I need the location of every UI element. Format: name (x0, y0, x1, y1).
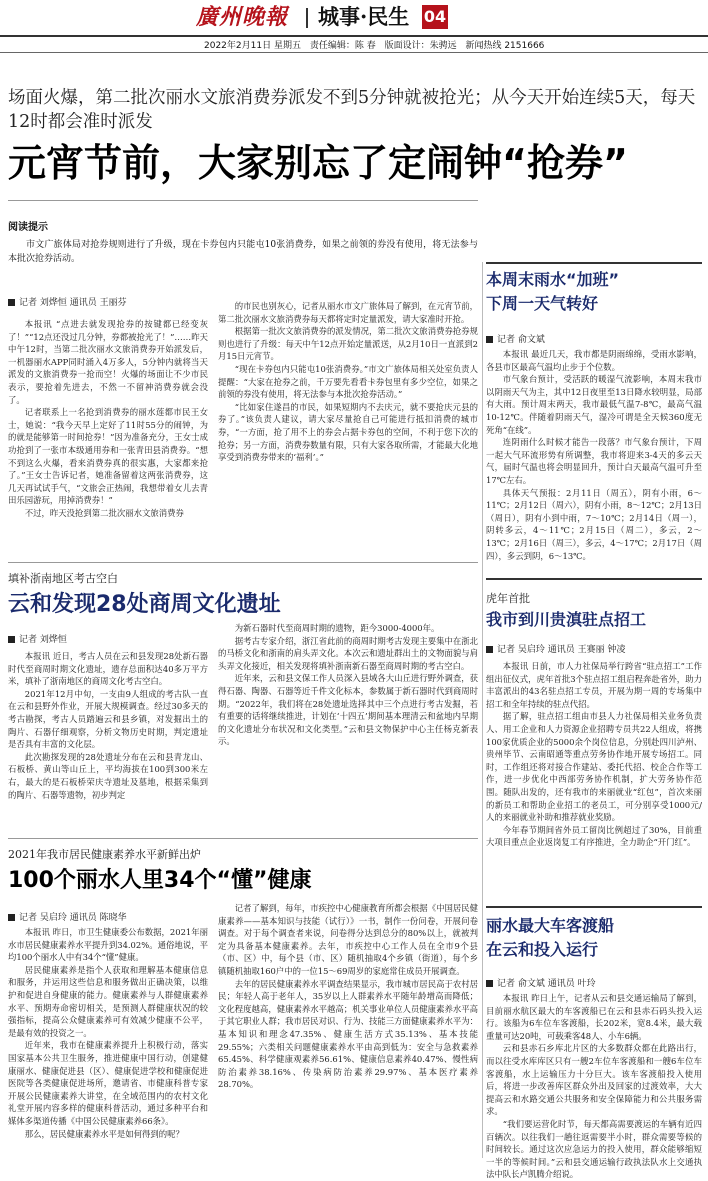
lead-paragraph: 本报讯 “点进去就发现抢券的按键都已经变灰了！”“12点还没过几分钟，券都被抢光了！”……昨天中午12时，当第二批次丽水文旅消费券开始派发后，一机器丽水APP同时涌入4万多人，5分钟内就将当天派发的文旅消费券一抢而空！火爆的场面让不少市民表示，要抢着先进去，不然一不留神消费券就会没了。 (8, 319, 208, 405)
byline-marker (8, 299, 15, 306)
recruit-paragraph: 据了解，驻点招工组由市县人力社保局相关业务负责人、用工企业和人力资源企业招聘专员共22人组成，将携100家优质企业的5000余个岗位信息，分别赴四川泸州、贵州毕节、云南昭通等重点劳务协作地开展专场招工。同时，工作组还将对接合作建站、委托代招、校企合作等工作，进一步优化中西部劳务协作机制，扩大劳务协作范围。随队出发的，还有我市的来丽就业“红包”，首次来丽的新员工和帮助企业招工的老员工，可分别享受1000元/人的来丽就业补助和推荐就业奖励。 (486, 711, 702, 823)
summary-label: 阅读提示 (8, 222, 48, 233)
weather-paragraph: 具体天气预报：2月11日（周五），阴有小雨，6～11℃；2月12日（周六），阴有小雨，8～12℃；2月13日（周日），阴有小到中雨，7～10℃；2月14日（周一），阴转多云，4～11℃；2月15日（周二），多云，2～13℃；2月16日（周三），多云，4～17℃；2月17日（周四），多云到阴，6～13℃。 (486, 487, 702, 561)
lead-kicker: 场面火爆，第二批次丽水文旅消费券派发不到5分钟就被抢光；从今天开始连续5天，每天12时都会准时派发 (8, 88, 696, 132)
lead-byline (8, 295, 127, 308)
ferry-top-rule (486, 906, 702, 908)
weather-byline (486, 332, 545, 345)
ferry-byline-text: 记者 俞文斌 通讯员 叶玲 (497, 979, 596, 989)
ferry-paragraph: 云和县赤石乡库北片区的大多数群众都在此路出行，而以往受水库库区只有一艘2车位车客渡船和一艘6车位车客渡船，水上运输压力十分巨大。该车客渡船投入使用后，将进一步改善库区群众外出及回家的过渡效率，大大提高云和水路交通公共服务和安全保障能力和公共服务需求。 (486, 1043, 702, 1117)
arch-paragraph: 近年来，云和县文保工作人员深入县域各大山丘进行野外调查，获得石器、陶器、石器等近千件文化标本，参数属于新石器时代到商周时期。“2022年，我们将在28处遗址选择其中三个点进行考古发掘，若有重要的话将继续推进，计划在‘十四五’期间基本理清云和盆地内早期的文化遗址分布状况和文化类型。”云和县文物保护中心主任杨克新表示。 (218, 673, 478, 747)
arch-paragraph: 此次勘探发现的28处遗址分布在云和县青龙山、石板桥、黄山等山丘上，平均海拔在100到300米左右，最大的是石板桥荣庆寺遗址及墓地，根据采集到的陶片、石器等遗物，初步判定 (8, 751, 208, 800)
recruit-paragraph: 本报讯 日前，市人力社保局举行跨省“驻点招工”工作组出征仪式，虎年首批3个驻点招工组启程奔赴省外，助力丰富派出的43名驻点招工专员，开展为期一周的专场集中招工和全年持续的驻点代招。 (486, 661, 702, 709)
ferry-headline-2: 在云和投入运行 (486, 940, 599, 959)
issue-hotline: 新闻热线 2151666 (465, 41, 545, 51)
weather-paragraph: 本报讯 最近几天，我市都是阴雨绵绵，受雨水影响，各县市区最高气温均止步于个位数。 (486, 349, 702, 372)
lead-paragraph: 的市民也别灰心，记者从丽水市文广旅体局了解到，在元宵节前，第二批次丽水文旅消费券每天都将定时定量派发，请大家准时开抢。 (218, 301, 478, 324)
health-column-2 (218, 902, 478, 1158)
summary-text: 市文广旅体局对抢券规则进行了升级，现在卡券包内只能屯10张消费券，如果之前领的券没有使用，将无法参与本批次抢券活动。 (8, 240, 478, 264)
arch-paragraph: 据考古专家介绍，浙江省此前的商周时期考古发现主要集中在浙北的马桥文化和浙南的肩头弄文化。本次云和遗址群出土的文物面貌与肩头弄文化接近，相关发现将填补浙南新石器至商周时期的考古空白。 (218, 635, 478, 671)
health-byline (8, 910, 127, 923)
column-divider (482, 262, 483, 1158)
issue-editor: 责任编辑：陈 春 (309, 41, 376, 51)
byline-marker (486, 646, 493, 653)
ferry-headline-1: 丽水最大车客渡船 (486, 916, 615, 935)
weather-top-rule (486, 262, 702, 264)
health-paragraph: 近年来，我市在健康素养提升上积极行动，落实国家基本公共卫生服务，推进健康中国行动，创建健康丽水、健康促进县（区）、健康促进学校和健康促进医院等各类健康促进场所，邀请省、市健康科普专家开展公民健康素养大讲堂，在全域范围内的农村文化礼堂开展内容多样的健康科普活动，通过多种平台和媒体多渠道传播《中国公民健康素养66条》。 (8, 1040, 208, 1126)
section-rule (8, 562, 478, 563)
lead-paragraph: 根据第一批次文旅消费券的派发情况，第二批次文旅消费券抢券规则也进行了升级：每天中午12点开始定量派送，从2月10日一直派到2月15日元宵节。 (218, 326, 478, 362)
ferry-byline (486, 976, 596, 989)
issue-date: 2022年2月11日 星期五 (204, 41, 301, 51)
recruit-headline: 我市到川贵滇驻点招工 (486, 610, 647, 629)
section-title: 城事·民生 (318, 4, 410, 29)
health-column-1 (8, 926, 208, 1158)
recruit-byline-text: 记者 吴启玲 通讯员 王赛丽 钟凌 (497, 645, 626, 655)
newspaper-logo: 廣州晚報 (196, 4, 289, 30)
weather-headline-2: 下周一天气转好 (486, 294, 599, 313)
weather-byline-text: 记者 俞文斌 (497, 335, 545, 345)
arch-paragraph: 本报讯 近日，考古人员在云和县发现28处新石器时代至商周时期文化遗址，遗存总面积达40多万平方米，填补了浙南地区的商周文化考古空白。 (8, 651, 208, 687)
health-headline: 100个丽水人里34个“懂”健康 (8, 868, 312, 893)
issue-meta (204, 38, 550, 51)
arch-column-2 (218, 622, 478, 832)
issue-designer: 版面设计：朱骋远 (384, 41, 457, 51)
weather-paragraph: 连阴雨什么时候才能告一段落？市气象台预计，下周一起大气环流形势有所调整，我市将迎来3-4天的多云天气，届时气温也将会明显回升，预计白天最高气温可升至17℃左右。 (486, 437, 702, 485)
meta-rule (0, 52, 708, 53)
ferry-body (486, 992, 702, 1180)
lead-column-1 (8, 318, 208, 558)
weather-headline-1: 本周末雨水“加班” (486, 270, 620, 289)
lead-paragraph: “现在卡券包内只能屯10张消费券。”市文广旅体局相关处室负责人提醒：“大家在抢券之前，千万要先看看卡券包里有多少空位，如果之前领的券没有使用，将无法参与本批次抢券活动。” (218, 363, 478, 400)
lead-rule (8, 200, 478, 201)
page-number-badge: 04 (422, 5, 448, 29)
weather-paragraph: 市气象台预计，受活跃的暖湿气流影响，本周末我市以阴雨天气为主，其中12日夜里至13日降水较明显，局部有大雨。预计周末两天，我市最低气温7-8℃，最高气温10-12℃。伴随着阴雨天气，湿冷可谓是全天候360度无死角“在线”。 (486, 374, 702, 435)
weather-body (486, 348, 702, 574)
arch-paragraph: 2021年12月中旬，一支由9人组成的考古队一直在云和县野外作业，开展大规模调查。经过30多天的考古勘探，考古人员踏遍云和县乡镇，对发掘出土的陶片、石器仔细观察，分析文物历史时期，判定遗址是否具有丰富的文化层。 (8, 688, 208, 750)
arch-byline-text: 记者 刘烨恒 (19, 635, 67, 645)
byline-marker (486, 336, 493, 343)
health-paragraph: 记者了解到，每年，市疾控中心健康教育所都会根据《中国居民健康素养——基本知识与技能（试行）》一书，制作一份问卷，开展问卷调查。对于每个调查者来说，问卷得分达到总分的80%以上，就被判定为具备基本健康素养。去年，市疾控中心工作人员在全市9个县（市、区）中，每个县（市、区）随机抽取4个乡镇（街道），每个乡镇随机抽取160户中的一位15～69周岁的家庭常住成员开展调查。 (218, 903, 478, 976)
health-paragraph: 那么，居民健康素养水平是如何得到的呢？ (24, 1128, 184, 1139)
recruit-kicker: 虎年首批 (486, 592, 530, 605)
recruit-top-rule (486, 578, 702, 580)
lead-paragraph: 记者联系上一名抢到消费券的丽水莲都市民王女士，她说：“我今天早上定好了11时55分的闹钟，为的就是能够第一时间抢券！”因为准备充分，王女士成功抢到了一张市本级通用券和一张青田县消费券。“想不到这么火爆，看来消费券真的很实惠，大家都来抢了。”王女士告诉记者，她准备留着这两张消费券，这几天再试试手气，“文旅会正热闹，我想带着女儿去青田乐园游玩，用掉消费券！” (8, 407, 208, 506)
byline-marker (486, 980, 493, 987)
section-rule (8, 838, 478, 839)
lead-paragraph: 不过，昨天没抢到第二批次丽水文旅消费券 (24, 507, 184, 518)
recruit-byline (486, 642, 625, 655)
arch-headline: 云和发现28处商周文化遗址 (8, 592, 281, 617)
health-paragraph: 居民健康素养是指个人获取和理解基本健康信息和服务，并运用这些信息和服务做出正确决策，以维护和促进自身健康的能力。健康素养与人群健康素养水平、预期寿命密切相关，是预测人群健康状况的较强指标，提高公众健康素养可有效减少健康不公平，是最有效的投资之一。 (8, 964, 208, 1038)
health-kicker: 2021年我市居民健康素养水平新鲜出炉 (8, 848, 201, 861)
byline-marker (8, 914, 15, 921)
byline-marker (8, 636, 15, 643)
recruit-paragraph: 今年春节期间省外员工留岗比例超过了30%，目前重大项目重点企业返岗复工有序推进，全力助企“开门红”。 (486, 824, 702, 848)
arch-kicker: 填补浙南地区考古空白 (8, 572, 118, 585)
ferry-paragraph: 本报讯 昨日上午，记者从云和县交通运输局了解到，目前丽水航区最大的车客渡船已在云和县赤石码头投入运行。该船为6车位车客渡船，长202米，宽8.4米，最大载重量可达20吨，可载乘客48人、小车6辆。 (486, 993, 702, 1041)
lead-paragraph: “比如家住遂昌的市民，如果短期内不去庆元，就不要抢庆元县的券了。”该负责人建议，请大家尽量抢自己可能进行抵扣消费的城市券，“一方面，抢了用不上的券会占据卡券包的空间，不利于您下次的抢券；另一方面，消费券数量有限，只有大家各取所需，才能最大化地享受到消费券带来的‘福利’。” (218, 401, 478, 463)
lead-byline-text: 记者 刘烨恒 通讯员 王丽芬 (19, 298, 127, 308)
health-byline-text: 记者 吴启玲 通讯员 陈晓华 (19, 913, 127, 923)
masthead-divider (306, 8, 308, 28)
arch-column-1 (8, 650, 208, 832)
masthead-rule (0, 35, 708, 37)
lead-headline: 元宵节前，大家别忘了定闹钟“抢券” (8, 141, 628, 185)
recruit-body (486, 660, 702, 896)
arch-byline (8, 632, 67, 645)
health-paragraph: 本报讯 昨日，市卫生健康委公布数据，2021年丽水市居民健康素养水平提升到34.02%。通俗地说，平均100个丽水人中有34个“懂”健康。 (8, 927, 208, 963)
lead-column-2 (218, 300, 478, 558)
health-paragraph: 去年的居民健康素养水平调查结果显示，我市城市居民高于农村居民；年轻人高于老年人，35岁以上人群素养水平随年龄增高而降低；文化程度越高，健康素养水平越高；机关事业单位人员健康素养水平高于其它职业人群；我市居民对识、行为、技能三方面健康素养水平为：基本知识和理念47.35%、健康生活方式35.13%、基本技能29.55%；六类相关问题健康素养水平由高到低为：安全与急救素养65.45%、科学健康观素养56.61%、健康信息素养40.47%、慢性病防治素养38.16%、传染病防治素养29.97%、基本医疗素养28.70%。 (218, 978, 478, 1090)
ferry-paragraph: “我们要运营化时节，每天都高需要渡运的车辆有近四百辆次。以往我们一趟往返需要半小时，群众需要等候的时间较长。通过这次应急运力的投入使用，群众能够缩短一半的等候时间。”云和县交通运输行政执法队水上交通执法中队长卢凯腾介绍说。 (486, 1118, 702, 1180)
arch-paragraph: 为新石器时代至商周时期的遗物，距今3000-4000年。 (234, 623, 440, 633)
